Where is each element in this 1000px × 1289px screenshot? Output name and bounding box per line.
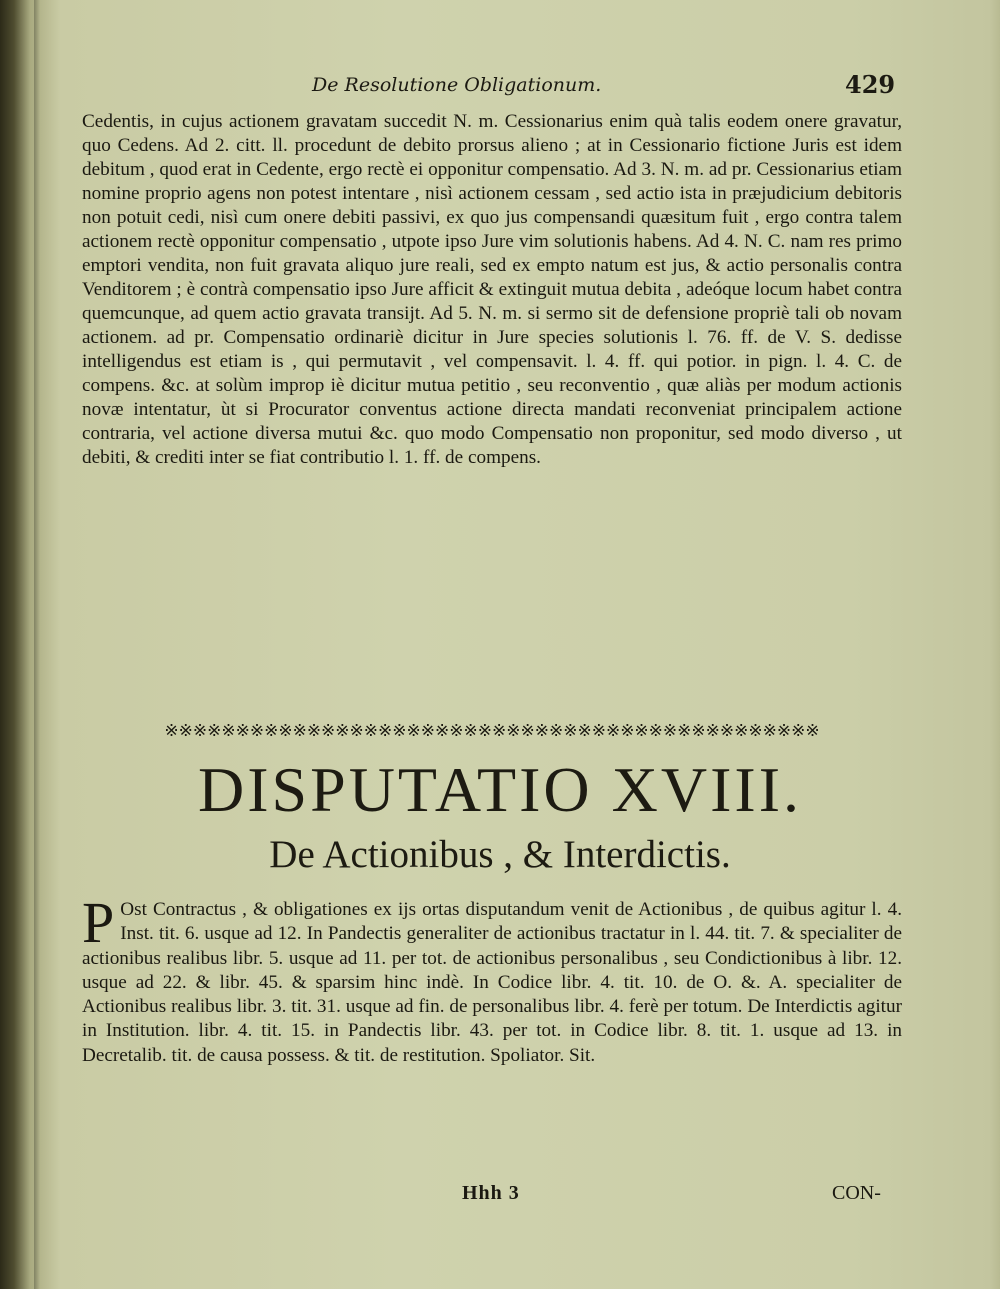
running-head-title: De Resolutione Obligationum. [312, 74, 602, 96]
page-gutter-shadow [34, 0, 40, 1289]
disputation-title: DISPUTATIO XVIII. [197, 754, 803, 825]
top-paragraph-block [82, 110, 902, 470]
ornamental-divider: ※※※※※※※※※※※※※※※※※※※※※※※※※※※※※※※※※※※※※※※※※※※※※※ [164, 721, 820, 741]
signature-mark: Hhh 3 [462, 1182, 520, 1204]
page-number: 429 [845, 70, 896, 99]
bottom-paragraph-block [82, 890, 902, 1068]
catchword: CON- [832, 1182, 881, 1204]
drop-cap: P [82, 890, 115, 955]
top-paragraph: Cedentis, in cujus actionem gravatam succedit N. m. Cessionarius enim quà talis eodem onere gravatur, quo Cedens. Ad 2. citt. ll. procedunt de debito prorsus alieno ; at in Cessionario fictione Juris est idem debitum , quod erat in Cedente, ergo rectè ei opponitur compensatio. Ad 3. N. m. ad pr. Cessionarius etiam nomine proprio agens non potest intentare , nisì actionem cessam , sed actio ista in præjudicium debitoris non potuit cedi, nisì cum onere debiti passivi, ex quo jus compensandi quæsitum fuit , ergo contra talem actionem rectè opponitur compensatio , utpote ipso Jure vim solutionis habens. Ad 4. N. C. nam res primo emptori vendita, non fuit gravata aliquo jure reali, sed ex empto natum est jus, & actio personalis contra Venditorem ; è contrà compensatio ipso Jure afficit & extinguit mutua debita , adeóque locum habet contra quemcunque, ad quem actio gravata transijt. Ad 5. N. m. si sermo sit de defensione propriè tali ob novam actionem. ad pr. Compensatio ordinariè dicitur in Jure species solutionis l. 76. ff. de V. S. dedisse intelligendus est etiam is , qui permutavit , vel compensavit. l. 4. ff. qui potior. in pign. l. 4. C. de compens. &c. at solùm improp iè dicitur mutua petitio , seu reconventio , quæ aliàs per modum actionis novæ intentatur, ùt si Procurator conventus actione directa mandati reconveniat principalem actione contraria, vel actione diversa mutui &c. quo modo Compensatio non proponitur, sed modo diverso , ut debiti, & crediti inter se fiat contributio l. 1. ff. de compens. [82, 111, 902, 468]
page-footer [0, 1182, 1000, 1212]
disputation-subtitle: De Actionibus , & Interdictis. [269, 833, 731, 876]
bottom-paragraph: Ost Contractus , & obligationes ex ijs ortas disputandum venit de Actionibus , de quibus agitur l. 4. Inst. tit. 6. usque ad 12. In Pandectis generaliter de actionibus tractatur in l. 44. tit. 7. & specialiter de actionibus realibus libr. 5. usque ad 11. per tot. de actionibus personalibus , seu Condictionibus à libr. 12. usque ad 22. & libr. 45. & sparsim hinc indè. In Codice libr. 4. tit. 10. de O. &. A. specialiter de Actionibus realibus libr. 3. tit. 31. usque ad fin. de personalibus libr. 4. ferè per totum. De Interdictis agitur in Institution. libr. 4. tit. 15. in Pandectis libr. 43. per tot. in Codice libr. 8. tit. 1. usque ad 13. in Decretalib. tit. de causa possess. & tit. de restitution. Spoliator. Sit. [82, 899, 902, 1066]
running-head [0, 70, 1000, 104]
